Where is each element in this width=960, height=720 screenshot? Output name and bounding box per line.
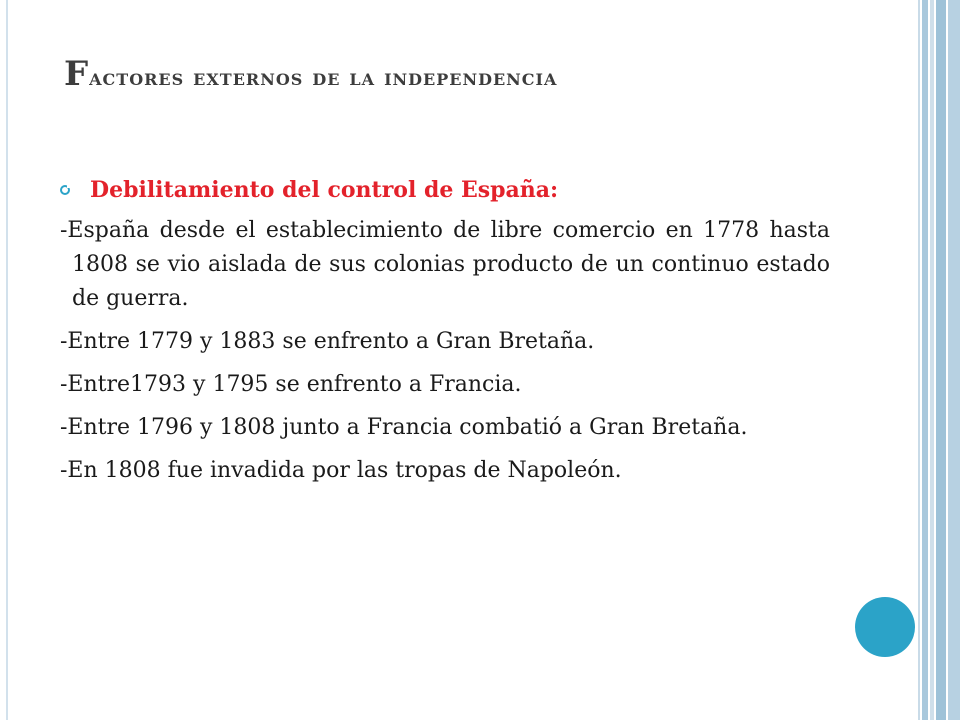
right-stripe — [918, 0, 920, 720]
paragraph: -En 1808 fue invadida por las tropas de Napoleón. — [60, 458, 622, 483]
left-border-line — [6, 0, 8, 720]
circle-bullet-icon — [60, 185, 70, 195]
paragraph: -Entre 1796 y 1808 junto a Francia combatió a Gran Bretaña. — [60, 415, 748, 440]
paragraph: -Entre 1779 y 1883 se enfrento a Gran Bretaña. — [60, 329, 595, 354]
slide-title — [64, 52, 884, 100]
bullet-heading: Debilitamiento del control de España: — [90, 177, 559, 203]
slide-content — [60, 170, 830, 488]
paragraph: -Entre1793 y 1795 se enfrento a Francia. — [60, 372, 522, 397]
bullet-heading-row — [60, 170, 830, 210]
slide-title-initial: F — [64, 54, 90, 94]
decorative-circle — [855, 597, 915, 657]
right-stripe — [922, 0, 928, 720]
paragraph: -España desde el establecimiento de libre comercio en 1778 hasta 1808 se vio aislada de sus colonias producto de un continuo estado de guerra. — [60, 218, 830, 311]
right-stripe — [930, 0, 934, 720]
slide-title-rest: actores externos de la independencia — [89, 64, 558, 91]
right-stripe — [948, 0, 960, 720]
right-stripe — [936, 0, 946, 720]
